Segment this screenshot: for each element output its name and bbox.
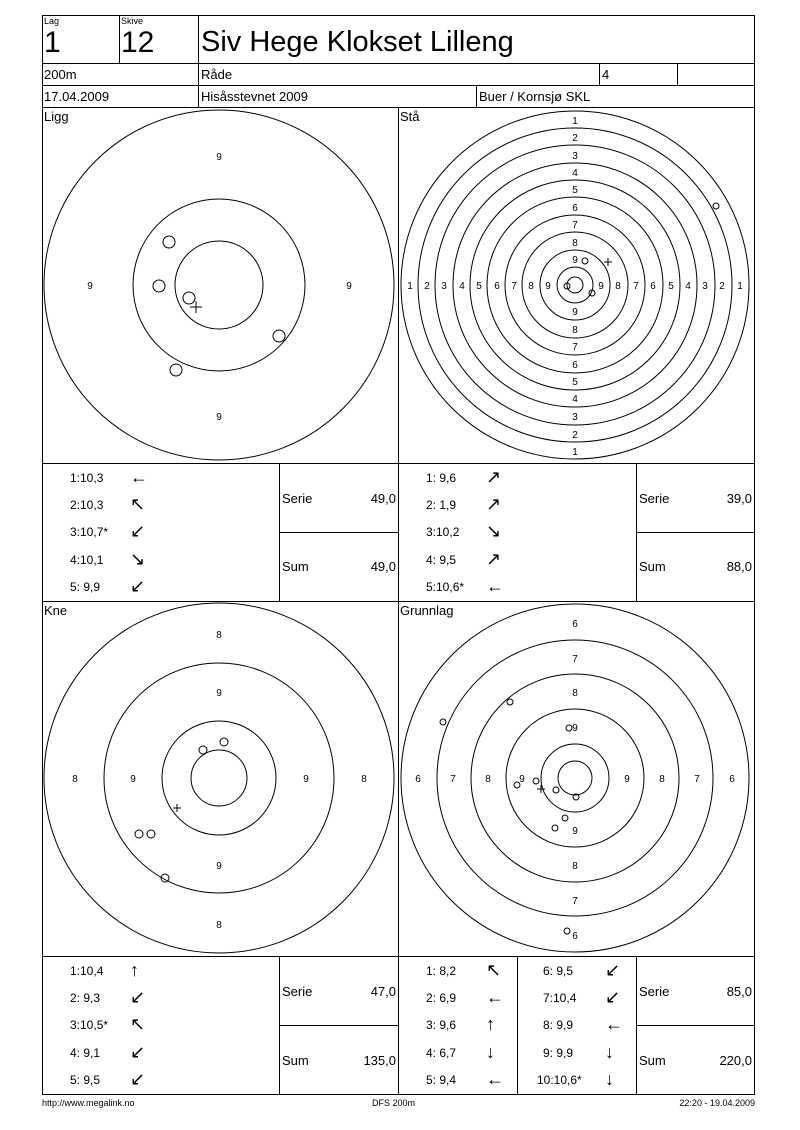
center-of-group-mark: [173, 804, 181, 812]
staa-ring-label: 4: [572, 168, 578, 179]
staa-ring-label: 1: [572, 447, 578, 458]
shot-hole: [273, 330, 285, 342]
shot-hole: [135, 830, 143, 838]
shot-hole: [147, 830, 155, 838]
staa-ring-label: 2: [572, 430, 578, 441]
footer-timestamp: 22:20 - 19.04.2009: [679, 1098, 755, 1108]
shot-hole: [199, 746, 207, 754]
staa-ring-label: 8: [572, 325, 578, 336]
shot-direction-icon: ↙: [130, 1069, 146, 1089]
grunnlag-ring-label: 6: [572, 619, 578, 630]
shot-direction-icon: ↙: [130, 521, 146, 541]
kne-ring-label: 8: [72, 774, 78, 785]
grunnlag-ring-label: 9: [572, 826, 578, 837]
center-of-group-mark: [604, 258, 612, 266]
section-title-kne: Kne: [44, 603, 68, 618]
grunnlag-ring-label: 8: [485, 774, 491, 785]
shot-value: 4:10,1: [70, 553, 104, 567]
sum-value: 220,0: [719, 1053, 752, 1068]
shot-value: 5: 9,4: [426, 1073, 457, 1087]
kne-ring-label: 9: [216, 688, 222, 699]
staa-ring-label: 2: [719, 281, 725, 292]
shot-value: 6: 9,5: [543, 964, 574, 978]
shot-direction-icon: ←: [486, 576, 504, 596]
shot-direction-icon: ↙: [130, 1042, 146, 1062]
staa-ring-label: 6: [494, 281, 500, 292]
shot-hole: [183, 292, 195, 304]
shot-direction-icon: ↓: [605, 1069, 614, 1089]
staa-ring-label: 8: [615, 281, 621, 292]
footer-program: DFS 200m: [372, 1098, 416, 1108]
staa-ring-label: 4: [685, 281, 691, 292]
shot-direction-icon: ←: [605, 1014, 623, 1034]
shot-direction-icon: ←: [130, 467, 148, 487]
shot-value: 1: 8,2: [426, 964, 457, 978]
section-title-grunnlag: Grunnlag: [400, 603, 454, 618]
staa-ring-label: 9: [598, 281, 604, 292]
staa-ring-label: 3: [572, 151, 578, 162]
staa-ring-label: 2: [572, 133, 578, 144]
shot-value: 7:10,4: [543, 991, 577, 1005]
shot-hole: [507, 699, 513, 705]
serie-value: 49,0: [370, 491, 396, 506]
serie-value: 39,0: [726, 491, 752, 506]
staa-ring-label: 4: [572, 394, 578, 405]
kne-ring-label: 9: [216, 861, 222, 872]
shot-value: 3:10,5*: [70, 1018, 109, 1032]
staa-ring-label: 7: [572, 342, 578, 353]
staa-ring-label: 3: [441, 281, 447, 292]
shot-value: 4: 9,5: [426, 553, 457, 567]
shot-hole: [440, 719, 446, 725]
staa-ring-label: 5: [668, 281, 674, 292]
kne-ring-label: 9: [303, 774, 309, 785]
sum-value: 135,0: [363, 1053, 396, 1068]
shot-hole: [533, 778, 539, 784]
shot-hole: [220, 738, 228, 746]
serie-label: Serie: [639, 491, 670, 506]
ligg-ring-label: 9: [216, 152, 222, 163]
kne-ring-label: 8: [216, 630, 222, 641]
shot-direction-icon: ↑: [130, 960, 139, 980]
shot-direction-icon: ↗: [486, 494, 502, 514]
serie-label: Serie: [639, 984, 670, 999]
shot-value: 4: 9,1: [70, 1046, 101, 1060]
shot-value: 1:10,3: [70, 471, 104, 485]
shot-value: 5:10,6*: [426, 580, 465, 594]
shot-direction-icon: ↙: [130, 987, 146, 1007]
shot-direction-icon: ↓: [605, 1042, 614, 1062]
kne-target: [44, 603, 394, 953]
staa-ring-label: 1: [407, 281, 413, 292]
shot-hole: [553, 787, 559, 793]
sum-label: Sum: [282, 559, 309, 574]
sum-label: Sum: [639, 1053, 666, 1068]
serie-label: Serie: [282, 984, 313, 999]
shot-direction-icon: ←: [486, 1069, 504, 1089]
shot-hole: [153, 280, 165, 292]
sum-label: Sum: [282, 1053, 309, 1068]
shot-direction-icon: ↖: [130, 1014, 146, 1034]
shot-hole: [562, 815, 568, 821]
staa-ring-label: 4: [459, 281, 465, 292]
shot-value: 3: 9,6: [426, 1018, 457, 1032]
shot-direction-icon: ↑: [486, 1014, 495, 1034]
sum-value: 49,0: [370, 559, 396, 574]
staa-ring-label: 7: [572, 220, 578, 231]
shot-direction-icon: ↗: [486, 467, 502, 487]
serie-value: 47,0: [370, 984, 396, 999]
shot-hole: [582, 258, 588, 264]
shot-value: 4: 6,7: [426, 1046, 457, 1060]
shot-direction-icon: ↙: [605, 960, 621, 980]
shot-direction-icon: ↘: [130, 549, 146, 569]
staa-ring-label: 7: [633, 281, 639, 292]
staa-ring-label: 8: [528, 281, 534, 292]
grunnlag-ring-label: 7: [572, 896, 578, 907]
staa-ring-label: 5: [572, 377, 578, 388]
distance: 200m: [44, 67, 77, 82]
staa-ring-label: 6: [650, 281, 656, 292]
sum-value: 88,0: [726, 559, 752, 574]
footer-url[interactable]: http://www.megalink.no: [42, 1098, 135, 1108]
shot-direction-icon: ←: [486, 987, 504, 1007]
shot-value: 9: 9,9: [543, 1046, 574, 1060]
staa-ring-label: 1: [572, 116, 578, 127]
grunnlag-ring-label: 9: [572, 723, 578, 734]
shot-value: 8: 9,9: [543, 1018, 574, 1032]
staa-ring-label: 3: [702, 281, 708, 292]
section-title-ligg: Ligg: [44, 109, 69, 124]
grunnlag-ring-label: 8: [572, 688, 578, 699]
shot-value: 2: 6,9: [426, 991, 457, 1005]
staa-ring-label: 1: [737, 281, 743, 292]
event-name: Hisåsstevnet 2009: [201, 89, 308, 104]
shot-direction-icon: ↗: [486, 549, 502, 569]
shot-hole: [514, 782, 520, 788]
skive-value: 12: [121, 26, 155, 59]
shot-value: 2: 1,9: [426, 498, 457, 512]
section-title-staa: Stå: [400, 109, 420, 124]
shot-value: 2: 9,3: [70, 991, 101, 1005]
shot-hole: [566, 725, 572, 731]
shot-hole: [552, 825, 558, 831]
grunnlag-ring-label: 6: [729, 774, 735, 785]
grunnlag-ring-label: 7: [572, 654, 578, 665]
kne-ring-label: 9: [130, 774, 136, 785]
shot-value: 3:10,7*: [70, 525, 109, 539]
shot-value: 5: 9,9: [70, 580, 101, 594]
staa-ring-label: 9: [545, 281, 551, 292]
shooter-class: 4: [602, 67, 610, 82]
grunnlag-ring-label: 9: [624, 774, 630, 785]
skive-label: Skive: [121, 16, 144, 26]
shot-value: 2:10,3: [70, 498, 104, 512]
grunnlag-ring-label: 7: [694, 774, 700, 785]
lag-value: 1: [44, 26, 61, 59]
shot-direction-icon: ↖: [486, 960, 502, 980]
sum-label: Sum: [639, 559, 666, 574]
staa-ring-label: 9: [572, 307, 578, 318]
shot-direction-icon: ↓: [486, 1042, 495, 1062]
staa-target: [401, 111, 749, 459]
shot-value: 1:10,4: [70, 964, 104, 978]
shot-value: 10:10,6*: [537, 1073, 582, 1087]
shot-value: 1: 9,6: [426, 471, 457, 485]
ligg-ring-label: 9: [346, 281, 352, 292]
kne-ring-label: 8: [361, 774, 367, 785]
shot-value: 3:10,2: [426, 525, 460, 539]
grunnlag-ring-label: 8: [572, 861, 578, 872]
staa-ring-label: 3: [572, 412, 578, 423]
organizer: Buer / Kornsjø SKL: [479, 89, 591, 104]
serie-value: 85,0: [726, 984, 752, 999]
staa-ring-label: 6: [572, 360, 578, 371]
shot-hole: [170, 364, 182, 376]
serie-label: Serie: [282, 491, 313, 506]
grunnlag-ring-label: 6: [572, 931, 578, 942]
shot-value: 5: 9,5: [70, 1073, 101, 1087]
staa-ring-label: 2: [424, 281, 430, 292]
staa-ring-label: 7: [511, 281, 517, 292]
shot-direction-icon: ↘: [486, 521, 502, 541]
ligg-ring-label: 9: [216, 412, 222, 423]
shot-hole: [564, 928, 570, 934]
lag-label: Lag: [44, 16, 60, 26]
shot-hole: [713, 203, 719, 209]
shot-direction-icon: ↖: [130, 494, 146, 514]
grunnlag-ring-label: 9: [519, 774, 525, 785]
staa-ring-label: 9: [572, 255, 578, 266]
grunnlag-ring-label: 8: [659, 774, 665, 785]
staa-ring-label: 8: [572, 238, 578, 249]
event-date: 17.04.2009: [44, 89, 110, 104]
grunnlag-ring-label: 6: [415, 774, 421, 785]
grunnlag-ring-label: 7: [450, 774, 456, 785]
shot-hole: [163, 236, 175, 248]
shooter-name: Siv Hege Klokset Lilleng: [201, 26, 514, 58]
shot-direction-icon: ↙: [130, 576, 146, 596]
shot-direction-icon: ↙: [605, 987, 621, 1007]
staa-ring-label: 5: [476, 281, 482, 292]
staa-ring-label: 6: [572, 203, 578, 214]
kne-ring-label: 8: [216, 920, 222, 931]
club-place: Råde: [201, 67, 233, 82]
ligg-ring-label: 9: [87, 281, 93, 292]
staa-ring-label: 5: [572, 185, 578, 196]
